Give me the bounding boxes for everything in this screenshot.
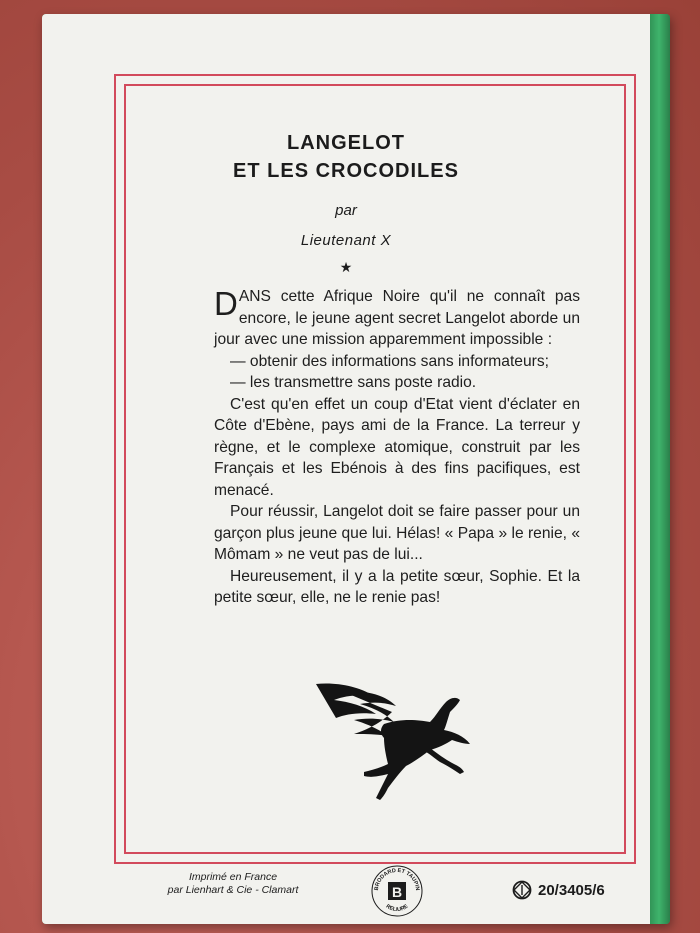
blurb-paragraph-1: DANS cette Afrique Noire qu'il ne connaît pas encore, le jeune agent secret Langelot aborde un jour avec une mission apparemment impossible : bbox=[214, 285, 580, 348]
blurb-text bbox=[214, 286, 580, 609]
catalog-number: 20/3405/6 bbox=[538, 881, 605, 899]
catalog-code bbox=[512, 880, 605, 900]
blurb-paragraph-2: — obtenir des informations sans informateurs; bbox=[230, 352, 549, 370]
book-back-cover bbox=[42, 14, 670, 924]
blurb-paragraph-3: — les transmettre sans poste radio. bbox=[230, 374, 477, 391]
publisher-mark-icon bbox=[512, 880, 532, 900]
book-title-line2: ET LES CROCODILES bbox=[233, 160, 459, 182]
book-title-line1: LANGELOT bbox=[287, 132, 405, 154]
author-name: Lieutenant X bbox=[300, 232, 392, 249]
pegasus-logo-icon bbox=[314, 672, 476, 802]
blurb-paragraph-5: Pour réussir, Langelot doit se faire passer pour un garçon plus jeune que lui. Hélas! « Papa » le renie, « Mômam » ne veut pas de lui... bbox=[214, 503, 580, 563]
stamp-top-text: BRODARD ET TAUPIN bbox=[373, 867, 421, 891]
stamp-letter: B bbox=[391, 884, 403, 900]
drop-cap: D bbox=[214, 285, 238, 322]
cover-paper bbox=[42, 14, 650, 924]
book-spine-edge bbox=[648, 14, 670, 924]
blurb-paragraph-4: C'est qu'en effet un coup d'Etat vient d'éclater en Côte d'Ebène, pays ami de la France. La terreur y règne, et le complexe atomique, construit par les Français et les Ebénois à des fins pacifiques, est menacé. bbox=[214, 395, 580, 499]
svg-text:RELIURE bbox=[385, 903, 410, 913]
stamp-bottom-text: RELIURE bbox=[384, 903, 410, 914]
star-separator: ★ bbox=[339, 259, 353, 275]
imprint-line-1: Imprimé en France bbox=[188, 871, 278, 883]
blurb-paragraph-6: Heureusement, il y a la petite sœur, Sophie. Et la petite sœur, elle, ne le renie pas! bbox=[214, 567, 580, 606]
by-label: par bbox=[335, 202, 357, 219]
binder-stamp-icon bbox=[370, 864, 424, 918]
imprint-line-2: par Lienhart & Cie - Clamart bbox=[167, 884, 299, 896]
imprint-note bbox=[140, 871, 326, 897]
